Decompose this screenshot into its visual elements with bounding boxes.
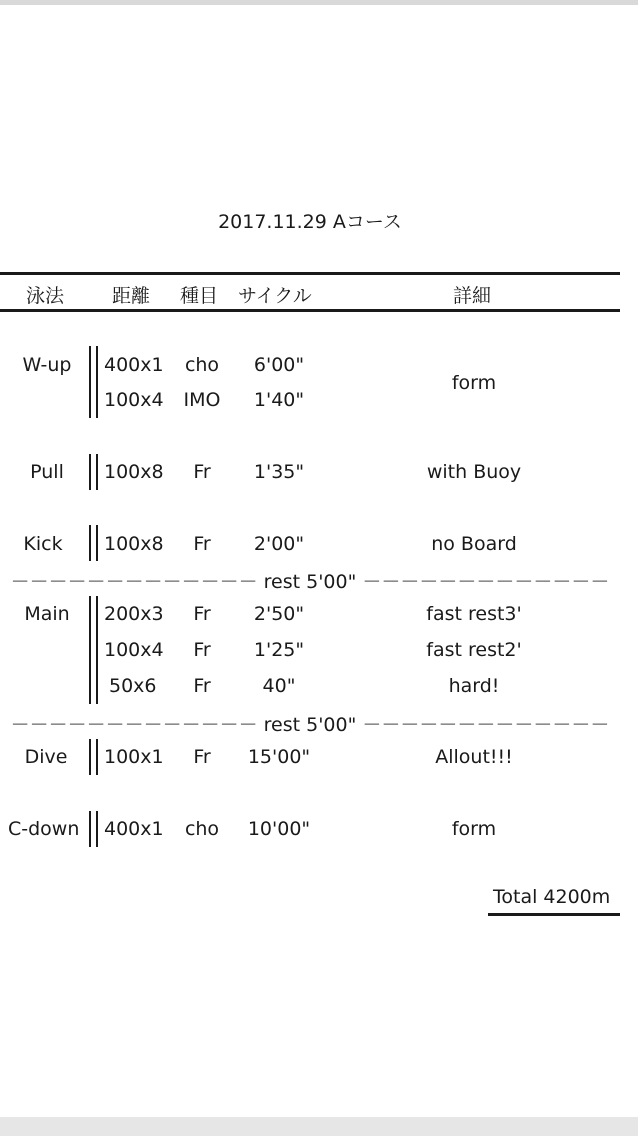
row-type: Fr [193, 603, 211, 625]
row-cycle: 15'00" [247, 746, 311, 768]
row-cycle: 2'00" [253, 533, 305, 555]
row-distance: 50x6 [109, 675, 157, 697]
section-bar-wup [89, 346, 98, 418]
row-type: Fr [193, 533, 211, 555]
section-name-main: Main [24, 603, 70, 625]
section-name-pull: Pull [30, 461, 64, 483]
row-cycle: 10'00" [247, 818, 311, 840]
screen-top-edge [0, 0, 638, 5]
row-type: Fr [193, 746, 211, 768]
row-distance: 100x4 [104, 639, 164, 661]
row-detail: hard! [448, 675, 500, 697]
row-type: IMO [183, 389, 221, 411]
section-name-kick: Kick [23, 533, 63, 555]
header-type: 種目 [180, 285, 219, 307]
row-type: Fr [193, 675, 211, 697]
row-detail: form [451, 818, 497, 840]
row-detail: fast rest3' [426, 603, 522, 625]
row-cycle: 6'00" [253, 354, 305, 376]
row-detail: Allout!!! [435, 746, 513, 768]
row-type: Fr [193, 461, 211, 483]
header-top-rule [0, 272, 620, 275]
row-cycle: 2'50" [253, 603, 305, 625]
section-bar-kick [89, 525, 98, 561]
section-bar-main [89, 596, 98, 704]
rest-separator: －－－－－－－－－－－－－ rest 5'00" －－－－－－－－－－－－－ [10, 714, 610, 736]
row-cycle: 1'25" [253, 639, 305, 661]
row-cycle: 1'35" [253, 461, 305, 483]
row-distance: 100x1 [104, 746, 164, 768]
row-distance: 400x1 [104, 354, 164, 376]
document-title: 2017.11.29 Aコース [218, 211, 402, 233]
header-cycle: サイクル [238, 285, 312, 307]
total-distance: Total 4200m [493, 886, 611, 908]
row-cycle: 1'40" [253, 389, 305, 411]
section-bar-cdown [89, 811, 98, 847]
rest-separator: －－－－－－－－－－－－－ rest 5'00" －－－－－－－－－－－－－ [10, 571, 610, 593]
row-distance: 100x8 [104, 533, 164, 555]
header-distance: 距離 [112, 285, 151, 307]
section-bar-pull [89, 454, 98, 490]
row-detail: no Board [431, 533, 517, 555]
row-distance: 200x3 [104, 603, 164, 625]
total-underline [488, 913, 620, 916]
row-distance: 100x8 [104, 461, 164, 483]
screen-bottom-edge [0, 1117, 638, 1136]
header-stroke: 泳法 [26, 285, 65, 307]
row-distance: 100x4 [104, 389, 164, 411]
section-name-dive: Dive [24, 746, 68, 768]
row-type: Fr [193, 639, 211, 661]
row-distance: 400x1 [104, 818, 164, 840]
header-bottom-rule [0, 309, 620, 312]
row-type: cho [184, 818, 220, 840]
section-name-wup: W-up [22, 354, 72, 376]
section-name-cdown: C-down [8, 818, 80, 840]
header-detail: 詳細 [453, 285, 492, 307]
row-detail: with Buoy [426, 461, 522, 483]
row-detail: form [451, 372, 497, 394]
row-type: cho [184, 354, 220, 376]
section-bar-dive [89, 739, 98, 775]
row-cycle: 40" [262, 675, 296, 697]
row-detail: fast rest2' [426, 639, 522, 661]
